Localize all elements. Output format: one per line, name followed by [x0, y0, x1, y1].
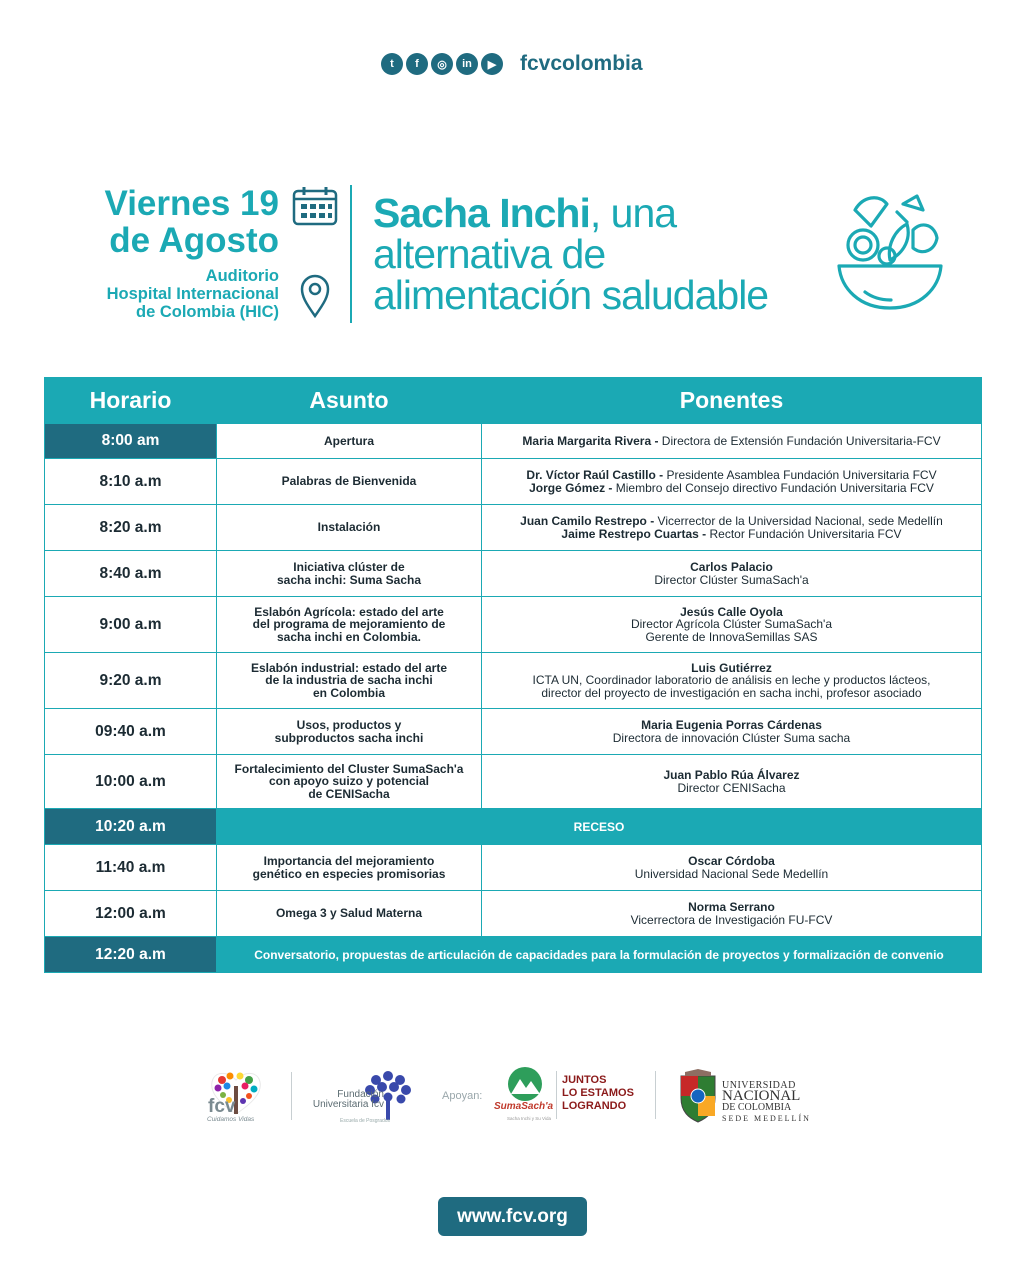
speakers-cell — [482, 597, 982, 653]
event-venue — [107, 267, 279, 321]
social-handle: fcvcolombia — [520, 52, 643, 75]
speakers-cell — [482, 755, 982, 809]
subject-cell — [217, 424, 482, 459]
salad-bowl-icon — [835, 190, 945, 316]
table-row — [45, 505, 982, 551]
table-row — [45, 755, 982, 809]
table-row — [45, 551, 982, 597]
subject-line: de la industria de sacha inchi — [265, 673, 433, 688]
subject-line: Iniciativa clúster de — [293, 560, 405, 574]
unal-shield-logo-icon — [677, 1068, 719, 1124]
subject-line: sacha inchi en Colombia. — [276, 629, 422, 644]
subject-line: Instalación — [317, 520, 381, 535]
unal-line: SEDE MEDELLÍN — [722, 1114, 811, 1123]
time-cell: 8:00 am — [45, 424, 217, 459]
speaker-line — [486, 782, 977, 795]
unal-line: NACIONAL — [722, 1088, 801, 1104]
speakers-cell — [482, 424, 982, 459]
subject-line: Importancia del mejoramiento — [263, 854, 435, 868]
unal-line: UNIVERSIDAD — [722, 1080, 796, 1091]
speakers-cell — [482, 653, 982, 709]
speaker-role: Rector Fundación Universitaria FCV — [709, 526, 902, 541]
fcv-logo-text: fcv — [208, 1096, 236, 1117]
apoyan-label: Apoyan: — [442, 1090, 483, 1102]
speaker-name: Jaime Restrepo Cuartas - — [561, 526, 710, 541]
speaker-line — [486, 528, 977, 541]
speaker-name: Jesús Calle Oyola — [680, 604, 783, 619]
subject-line: genético en especies promisorias — [252, 866, 446, 881]
speaker-role: Vicerrector de la Universidad Nacional, sede Medellín — [657, 514, 943, 528]
juntos-slogan — [562, 1074, 634, 1113]
speakers-cell — [482, 891, 982, 937]
table-row — [45, 709, 982, 755]
speaker-line — [486, 435, 977, 448]
speaker-role: Vicerrectora de Investigación FU-FCV — [630, 912, 833, 927]
title-line: alimentación saludable — [373, 272, 769, 318]
subject-line: Eslabón Agrícola: estado del arte — [254, 604, 444, 619]
table-row — [45, 891, 982, 937]
venue-line: Hospital Internacional — [106, 285, 279, 303]
speaker-line — [486, 868, 977, 881]
venue-line: de Colombia (HIC) — [136, 303, 279, 321]
event-title — [373, 190, 769, 318]
speaker-name: Norma Serrano — [688, 900, 775, 914]
speaker-role: ICTA UN, Coordinador laboratorio de análisis en leche y productos lácteos, — [532, 673, 931, 688]
venue-line: Auditorio — [205, 267, 279, 285]
juntos-line: JUNTOS — [562, 1074, 607, 1086]
table-row — [45, 653, 982, 709]
subject-line: sacha inchi: Suma Sacha — [276, 572, 422, 587]
fundacion-line: Fundación — [337, 1089, 384, 1100]
speaker-role: Directora de Extensión Fundación Universitaria-FCV — [661, 433, 941, 448]
speaker-line — [486, 631, 977, 644]
logo-separator — [655, 1071, 656, 1119]
speaker-role: Gerente de InnovaSemillas SAS — [645, 629, 818, 644]
speaker-role: Director CENISacha — [677, 780, 786, 795]
subject-cell — [217, 551, 482, 597]
event-date — [105, 185, 280, 259]
facebook-icon[interactable]: f — [406, 53, 428, 75]
logo-separator — [291, 1072, 292, 1120]
speaker-name: Juan Pablo Rúa Álvarez — [663, 768, 800, 782]
calendar-icon — [292, 186, 338, 226]
speakers-cell — [482, 551, 982, 597]
subject-cell — [217, 505, 482, 551]
band-cell: RECESO — [217, 809, 982, 845]
time-cell: 12:20 a.m — [45, 937, 217, 973]
fcv-tagline: Cuidamos Vidas — [207, 1116, 255, 1123]
header-divider — [350, 185, 352, 323]
speaker-role: Directora de innovación Clúster Suma sacha — [612, 730, 851, 745]
speaker-role: Director Agrícola Clúster SumaSach'a — [630, 617, 833, 632]
table-header-row — [45, 378, 982, 424]
logo-separator — [556, 1071, 557, 1119]
speaker-line — [486, 732, 977, 745]
time-cell: 10:20 a.m — [45, 809, 217, 845]
juntos-line: LO ESTAMOS — [562, 1087, 634, 1099]
speaker-name: Oscar Córdoba — [688, 854, 775, 868]
speakers-cell — [482, 709, 982, 755]
time-cell: 09:40 a.m — [45, 709, 217, 755]
location-pin-icon — [299, 274, 331, 318]
social-bar — [381, 52, 643, 76]
date-line: Viernes 19 — [104, 184, 279, 223]
speaker-name: Dr. Víctor Raúl Castillo - — [526, 468, 667, 482]
table-row — [45, 424, 982, 459]
subject-cell — [217, 653, 482, 709]
time-cell: 8:20 a.m — [45, 505, 217, 551]
schedule-table — [44, 377, 982, 973]
title-line: alternativa de — [373, 231, 606, 277]
band-cell: Conversatorio, propuestas de articulación de capacidades para la formulación de proyectos y formalización de convenio — [217, 937, 982, 973]
speaker-name: Carlos Palacio — [690, 560, 773, 574]
subject-line: con apoyo suizo y potencial — [268, 774, 430, 789]
time-cell: 9:00 a.m — [45, 597, 217, 653]
subject-cell — [217, 891, 482, 937]
date-line: de Agosto — [109, 221, 279, 260]
subject-cell — [217, 459, 482, 505]
fundacion-sub: Escuela de Posgrados — [340, 1118, 391, 1124]
subject-line: del programa de mejoramiento de — [252, 617, 446, 632]
table-row — [45, 597, 982, 653]
time-cell: 8:10 a.m — [45, 459, 217, 505]
time-cell: 8:40 a.m — [45, 551, 217, 597]
subject-line: en Colombia — [312, 685, 385, 700]
subject-cell — [217, 709, 482, 755]
subject-cell — [217, 755, 482, 809]
subject-cell — [217, 597, 482, 653]
subject-cell — [217, 845, 482, 891]
speaker-name: Juan Camilo Restrepo - — [520, 514, 658, 528]
sumasacha-logo-text: SumaSach'a — [494, 1101, 554, 1112]
speaker-line — [486, 574, 977, 587]
table-row — [45, 937, 982, 973]
unal-line: DE COLOMBIA — [722, 1102, 792, 1113]
speaker-role: Universidad Nacional Sede Medellín — [634, 866, 829, 881]
speaker-role: Miembro del Consejo directivo Fundación Universitaria FCV — [615, 480, 934, 495]
youtube-icon[interactable]: ▶ — [481, 53, 503, 75]
speaker-name: Maria Margarita Rivera - — [522, 433, 662, 448]
time-cell: 10:00 a.m — [45, 755, 217, 809]
speaker-role: Presidente Asamblea Fundación Universitaria FCV — [666, 468, 937, 482]
table-row — [45, 845, 982, 891]
table-row — [45, 809, 982, 845]
speaker-line — [486, 687, 977, 700]
header-ponentes: Ponentes — [482, 378, 982, 424]
speaker-name: Luis Gutiérrez — [691, 660, 772, 675]
speakers-cell — [482, 845, 982, 891]
title-bold: Sacha Inchi — [373, 190, 590, 236]
title-rest: , una — [589, 190, 677, 236]
instagram-icon[interactable]: ◎ — [431, 53, 453, 75]
time-cell: 9:20 a.m — [45, 653, 217, 709]
subject-line: Eslabón industrial: estado del arte — [250, 660, 448, 675]
sumasacha-sub: Sacha Inchi y Su Vida — [507, 1116, 551, 1121]
fundacion-logo-text — [308, 1090, 384, 1110]
speaker-line — [486, 482, 977, 495]
linkedin-icon[interactable]: in — [456, 53, 478, 75]
subject-line: de CENISacha — [308, 786, 390, 801]
subject-line: Omega 3 y Salud Materna — [275, 906, 423, 921]
subject-line: Palabras de Bienvenida — [281, 474, 417, 489]
subject-line: Usos, productos y — [296, 718, 402, 732]
subject-line: Fortalecimiento del Cluster SumaSach'a — [234, 761, 464, 776]
header-horario: Horario — [45, 378, 217, 424]
sumasacha-logo-icon — [505, 1066, 545, 1102]
time-cell: 12:00 a.m — [45, 891, 217, 937]
speakers-cell — [482, 459, 982, 505]
fundacion-line: Universitaria fcv — [312, 1099, 384, 1110]
speaker-line — [486, 914, 977, 927]
speaker-role: Director Clúster SumaSach'a — [654, 572, 809, 587]
website-link-button[interactable]: www.fcv.org — [438, 1197, 587, 1236]
header-asunto: Asunto — [217, 378, 482, 424]
subject-line: subproductos sacha inchi — [274, 730, 424, 745]
twitter-icon[interactable]: t — [381, 53, 403, 75]
unal-logo-text — [722, 1080, 811, 1124]
speaker-role: director del proyecto de investigación en sacha inchi, profesor asociado — [541, 685, 922, 700]
subject-line: Apertura — [323, 433, 374, 448]
speaker-name: Maria Eugenia Porras Cárdenas — [641, 718, 822, 732]
time-cell: 11:40 a.m — [45, 845, 217, 891]
juntos-line: LOGRANDO — [562, 1100, 627, 1112]
speaker-name: Jorge Gómez - — [529, 480, 616, 495]
table-row — [45, 459, 982, 505]
speakers-cell — [482, 505, 982, 551]
